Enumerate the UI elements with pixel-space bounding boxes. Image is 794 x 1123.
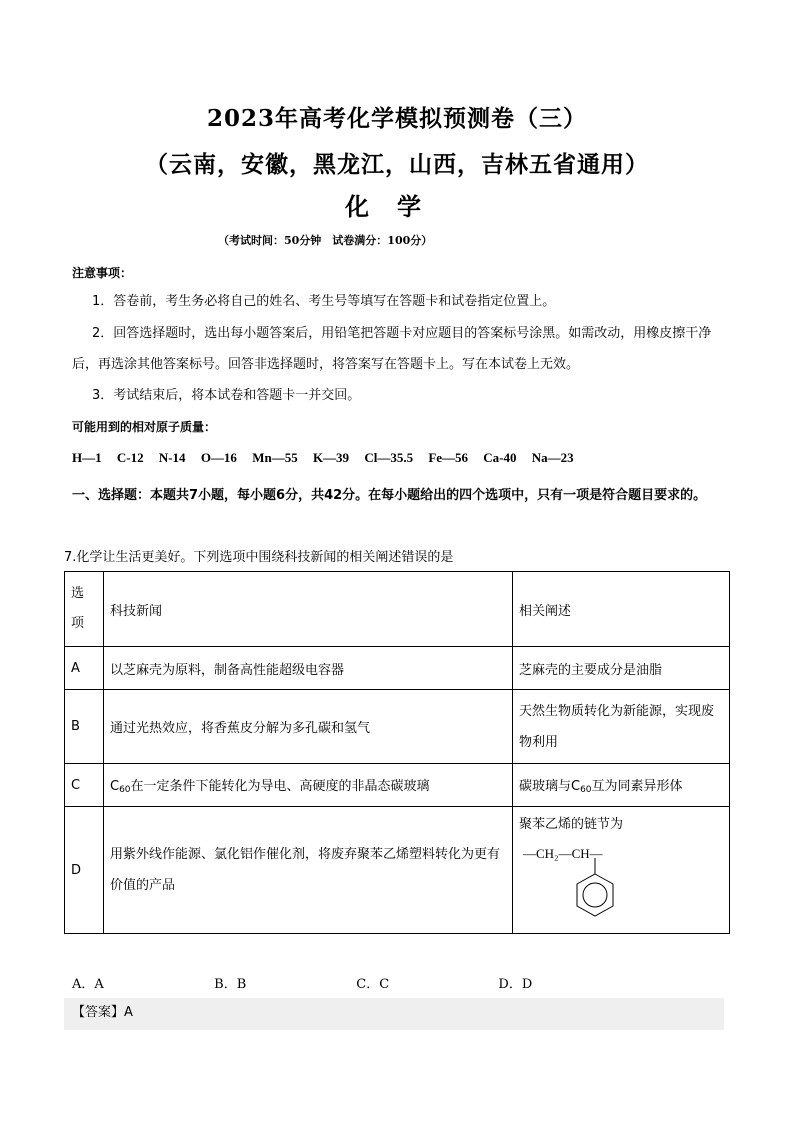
exam-info: （考试时间：50分钟 试卷满分：100分）	[218, 234, 433, 247]
atomic-mass-item: Na—23	[531, 450, 574, 465]
table-row	[65, 690, 730, 764]
atomic-mass-item: Cl—35.5	[364, 450, 414, 465]
row-option: D	[65, 807, 104, 934]
notice-item-1: 1．答卷前，考生务必将自己的姓名、考生号等填写在答题卡和试卷指定位置上。	[92, 294, 556, 309]
notice-item-3: 3．考试结束后，将本试卷和答题卡一并交回。	[92, 388, 361, 403]
row-option: B	[65, 690, 104, 764]
exam-subtitle: （云南，安徽，黑龙江，山西，吉林五省通用）	[145, 151, 649, 178]
answer-box: 【答案】A	[64, 998, 724, 1030]
choice-a[interactable]: A．A	[72, 977, 104, 992]
notice-item-2: 2．回答选择题时，选出每小题答案后，用铅笔把答题卡对应题目的答案标号涂黑。如需改动，用橡皮擦干净后，再选涂其他答案标号。回答非选择题时，将答案写在答题卡上。写在本试卷上无效。	[72, 326, 712, 372]
atomic-mass-title: 可能用到的相对原子质量：	[72, 420, 217, 434]
row-statement: 聚苯乙烯的链节为 —CH₂—CH—	[513, 807, 730, 934]
atomic-mass-item: N-14	[158, 450, 186, 465]
question-table	[64, 571, 730, 934]
atomic-mass-item: Ca-40	[483, 450, 517, 465]
header-option: 选项	[65, 572, 104, 647]
header-news: 科技新闻	[104, 572, 513, 647]
atomic-mass-item: C-12	[116, 450, 144, 465]
row-option: A	[65, 647, 104, 690]
header-statement: 相关阐述	[513, 572, 730, 647]
atomic-mass-item: Mn—55	[252, 450, 298, 465]
notice-title: 注意事项：	[72, 266, 133, 280]
answer-choices	[72, 973, 636, 992]
row-statement: 芝麻壳的主要成分是油脂	[513, 647, 730, 690]
row-statement: 天然生物质转化为新能源，实现废物利用	[513, 690, 730, 764]
row-statement: 碳玻璃与$C_{60}$互为同素异形体	[513, 764, 730, 807]
atomic-mass-item: H—1	[72, 450, 102, 465]
atomic-mass-list	[72, 450, 586, 466]
table-row	[65, 807, 730, 934]
atomic-mass-item: O—16	[200, 450, 237, 465]
atomic-mass-item: Fe—56	[428, 450, 469, 465]
table-row	[65, 764, 730, 807]
row-news: 用紫外线作能源、氯化铝作催化剂，将废弃聚苯乙烯塑料转化为更有价值的产品	[104, 807, 513, 934]
polystyrene-chain-formula: —CH₂—CH—	[523, 846, 603, 861]
subject-title: 化学	[345, 192, 449, 221]
row-option: C	[65, 764, 104, 807]
section-heading: 一、选择题：本题共7小题，每小题6分，共42分。在每小题给出的四个选项中，只有一项是符合题目要求的。	[72, 488, 707, 503]
table-row	[65, 647, 730, 690]
choice-c[interactable]: C．C	[356, 977, 390, 992]
exam-title: 2023年高考化学模拟预测卷（三）	[206, 105, 587, 132]
choice-b[interactable]: B．B	[214, 977, 247, 992]
table-header-row	[65, 572, 730, 647]
row-news: 通过光热效应，将香蕉皮分解为多孔碳和氢气	[104, 690, 513, 764]
row-news: $C_{60}$在一定条件下能转化为导电、高硬度的非晶态碳玻璃	[104, 764, 513, 807]
benzene-ring-icon	[565, 858, 625, 928]
row-news: 以芝麻壳为原料，制备高性能超级电容器	[104, 647, 513, 690]
choice-d[interactable]: D．D	[498, 977, 533, 992]
question-stem: 7.化学让生活更美好。下列选项中围绕科技新闻的相关阐述错误的是	[64, 550, 454, 565]
atomic-mass-item: K—39	[312, 450, 350, 465]
